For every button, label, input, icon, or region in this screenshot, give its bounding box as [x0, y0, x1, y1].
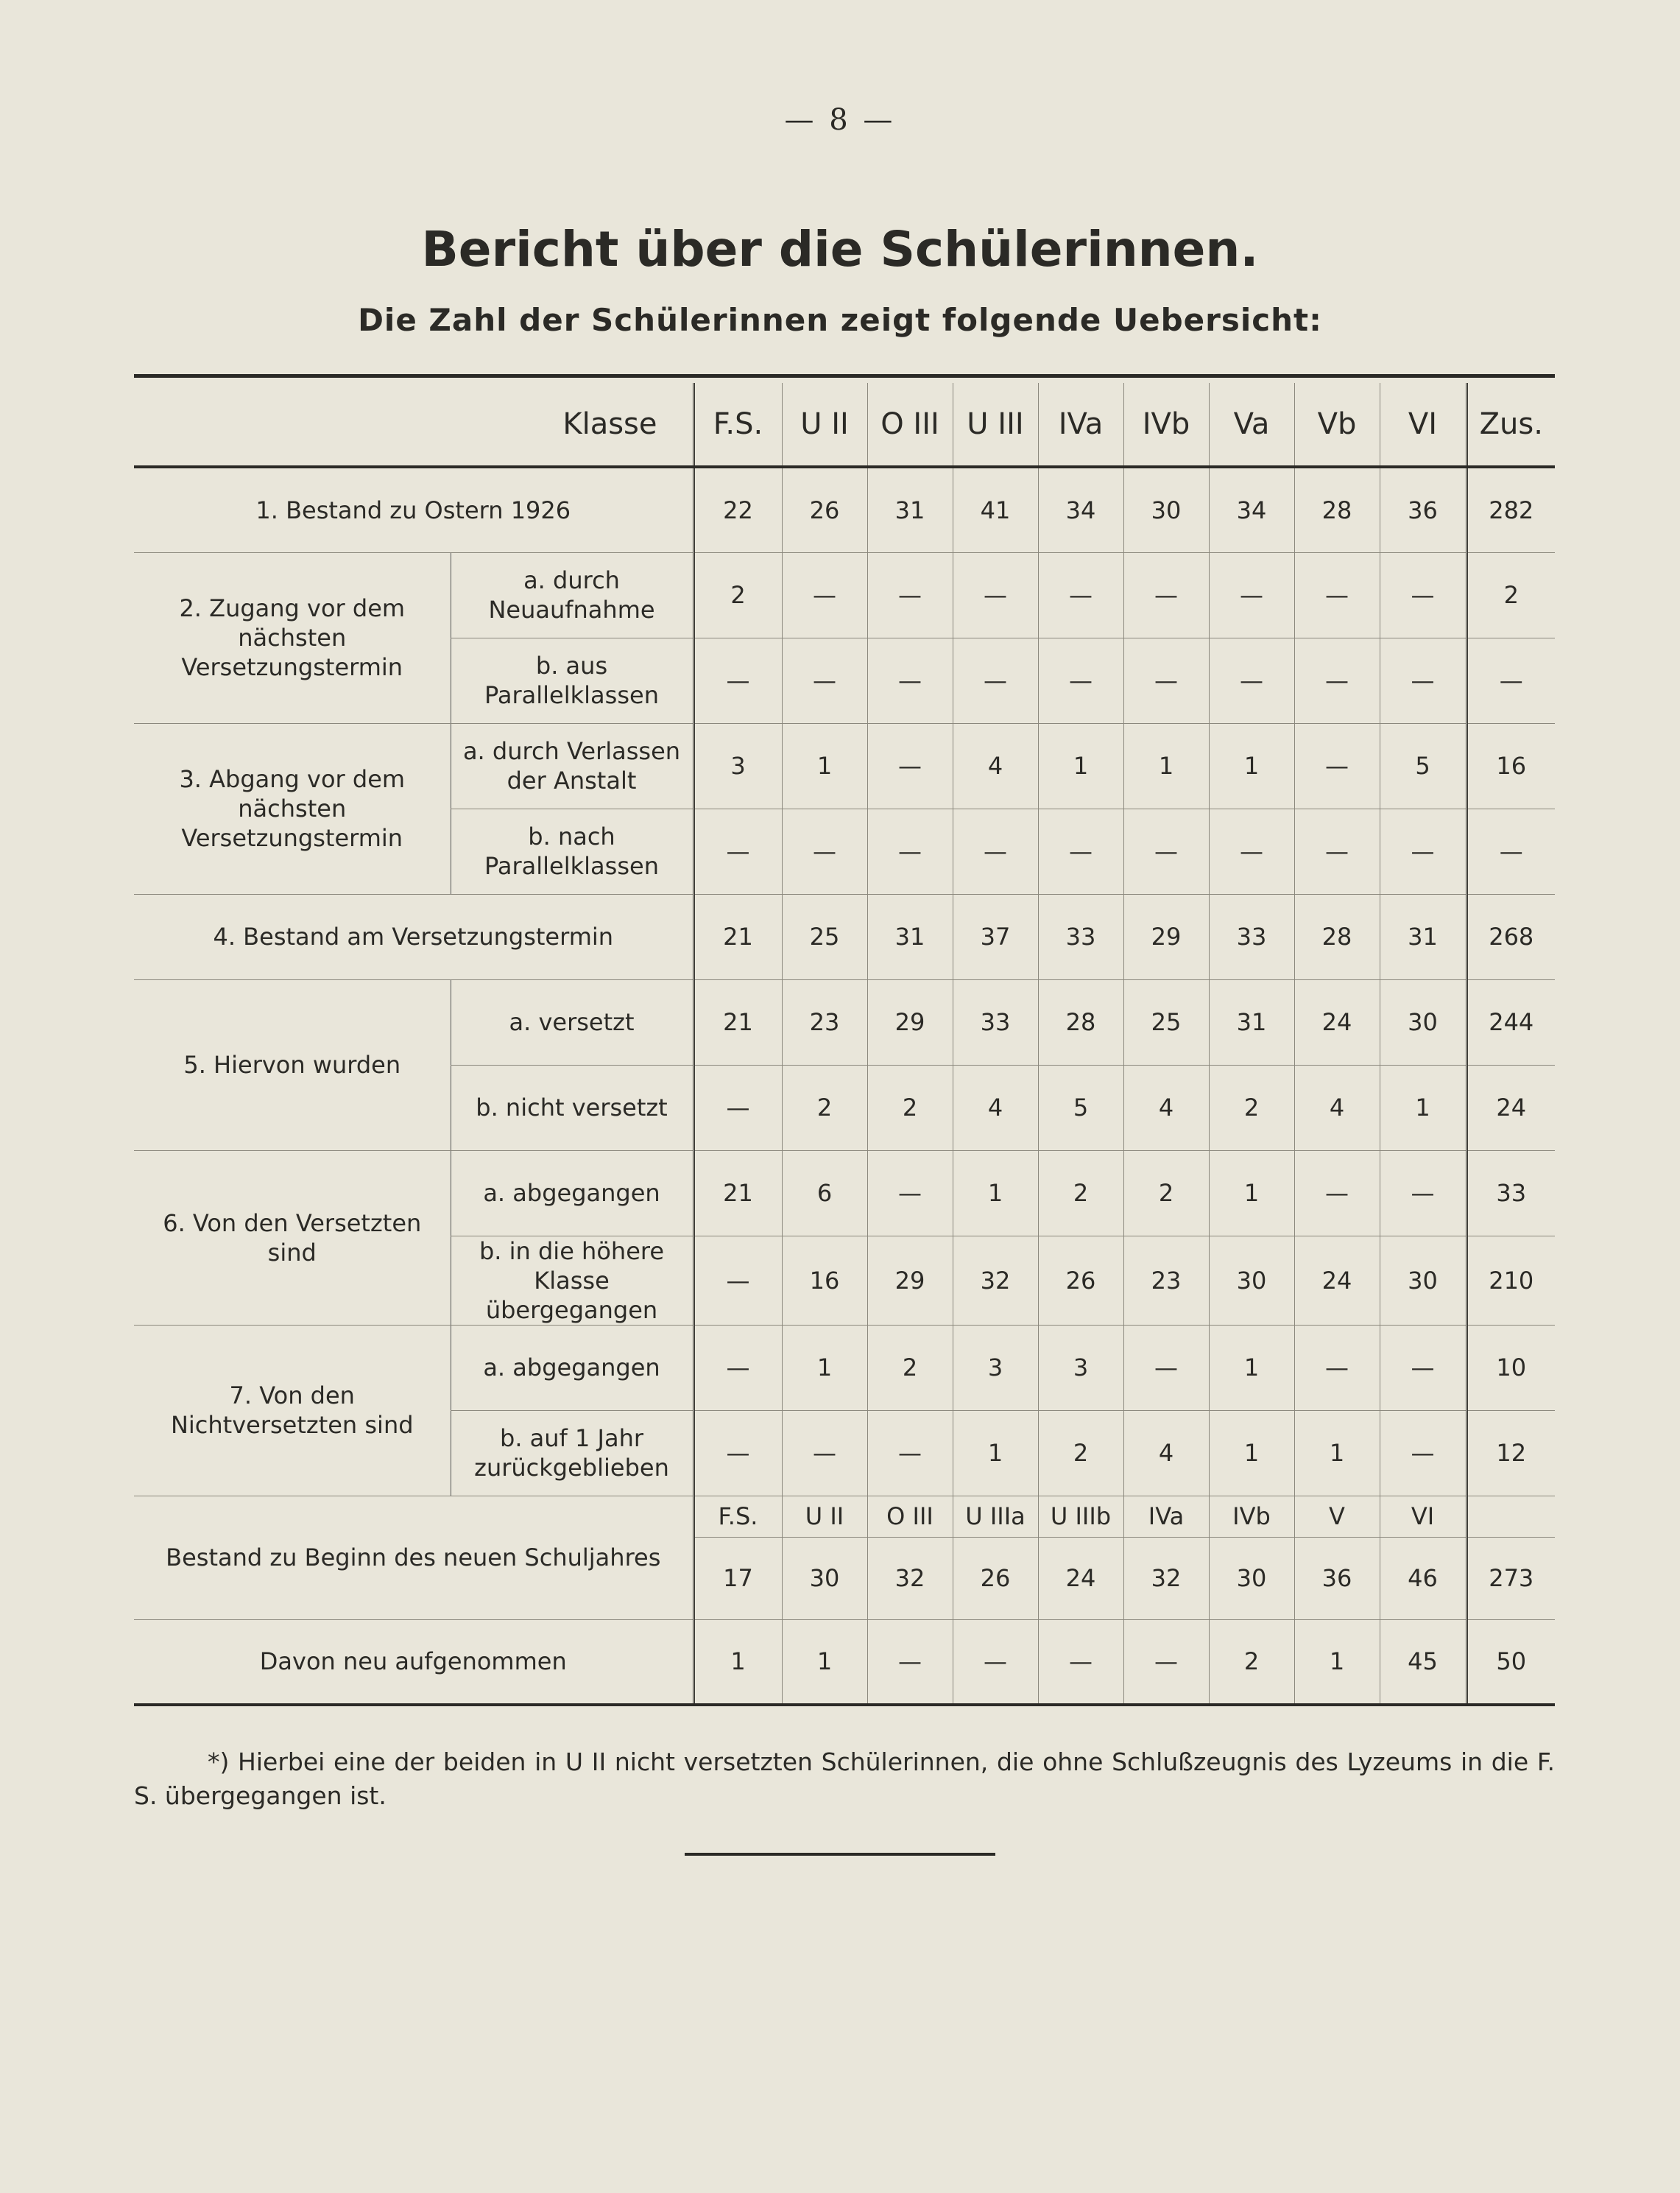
- cell: 24: [1294, 979, 1380, 1065]
- cell: 30: [1123, 467, 1209, 552]
- cell-total: 244: [1467, 979, 1555, 1065]
- cell: —: [1123, 638, 1209, 723]
- cell: 1: [782, 723, 867, 809]
- cell: 32: [867, 1537, 953, 1619]
- cell: 5: [1038, 1065, 1123, 1150]
- cell: 4: [953, 723, 1038, 809]
- cell: 46: [1380, 1537, 1467, 1619]
- row-group-label: 6. Von den Versetzten sind: [134, 1150, 451, 1325]
- cell-total: 50: [1467, 1619, 1555, 1705]
- row-label: Davon neu aufgenommen: [134, 1619, 693, 1705]
- cell: —: [693, 1065, 782, 1150]
- cell: 1: [1209, 723, 1294, 809]
- cell: 1: [1209, 1325, 1294, 1410]
- cell: 1: [1038, 723, 1123, 809]
- col-header: V: [1294, 1496, 1380, 1537]
- cell-total: 2: [1467, 552, 1555, 638]
- table-row: [134, 1150, 1555, 1236]
- col-header: IVa: [1123, 1496, 1209, 1537]
- cell-total: 16: [1467, 723, 1555, 809]
- student-report-table: [134, 383, 1555, 1706]
- closing-rule: [685, 1853, 995, 1856]
- cell: —: [867, 1410, 953, 1496]
- page-subtitle: Die Zahl der Schülerinnen zeigt folgende Uebersicht:: [358, 302, 1322, 338]
- cell: 22: [693, 467, 782, 552]
- cell: —: [867, 1150, 953, 1236]
- cell: —: [693, 1325, 782, 1410]
- cell: —: [693, 809, 782, 894]
- cell: —: [867, 552, 953, 638]
- col-header: IVb: [1209, 1496, 1294, 1537]
- row-sub-label: b. aus Parallelklassen: [451, 638, 693, 723]
- cell: —: [953, 638, 1038, 723]
- cell: —: [1380, 809, 1467, 894]
- cell: 29: [1123, 894, 1209, 979]
- row-sub-label: a. durch Neuaufnahme: [451, 552, 693, 638]
- cell: 2: [1209, 1619, 1294, 1705]
- cell: 31: [867, 467, 953, 552]
- cell: 1: [693, 1619, 782, 1705]
- cell: 1: [953, 1150, 1038, 1236]
- cell: 26: [782, 467, 867, 552]
- cell: 1: [1294, 1619, 1380, 1705]
- cell: 1: [1123, 723, 1209, 809]
- page-number: — 8 —: [784, 103, 896, 137]
- cell: —: [1123, 809, 1209, 894]
- cell: 28: [1294, 467, 1380, 552]
- table-row: [134, 1496, 1555, 1537]
- cell: 34: [1038, 467, 1123, 552]
- col-header: VI: [1380, 1496, 1467, 1537]
- cell-total: —: [1467, 809, 1555, 894]
- cell: 1: [1209, 1410, 1294, 1496]
- cell: 36: [1380, 467, 1467, 552]
- table-row: [134, 552, 1555, 638]
- cell: 25: [782, 894, 867, 979]
- cell: 36: [1294, 1537, 1380, 1619]
- cell: 3: [953, 1325, 1038, 1410]
- cell: 29: [867, 979, 953, 1065]
- col-header: IVb: [1123, 383, 1209, 467]
- empty-cell: [1467, 1496, 1555, 1537]
- cell: 2: [867, 1325, 953, 1410]
- row-label: 1. Bestand zu Ostern 1926: [134, 467, 693, 552]
- cell: 4: [1294, 1065, 1380, 1150]
- cell: 2: [782, 1065, 867, 1150]
- cell: 1: [1380, 1065, 1467, 1150]
- cell: —: [782, 638, 867, 723]
- col-header: F.S.: [693, 1496, 782, 1537]
- cell: —: [953, 1619, 1038, 1705]
- cell: 24: [1294, 1236, 1380, 1325]
- row-sub-label: b. nicht versetzt: [451, 1065, 693, 1150]
- cell: —: [1038, 1619, 1123, 1705]
- col-header: U IIIa: [953, 1496, 1038, 1537]
- cell: —: [1294, 809, 1380, 894]
- cell: —: [1294, 552, 1380, 638]
- cell: —: [1209, 638, 1294, 723]
- cell: 4: [953, 1065, 1038, 1150]
- cell: 4: [1123, 1410, 1209, 1496]
- cell: 21: [693, 979, 782, 1065]
- cell: 25: [1123, 979, 1209, 1065]
- cell: —: [782, 809, 867, 894]
- row-label: Bestand zu Beginn des neuen Schuljahres: [134, 1496, 693, 1619]
- cell-total: 210: [1467, 1236, 1555, 1325]
- cell: —: [1380, 1325, 1467, 1410]
- row-sub-label: b. nach Parallelklassen: [451, 809, 693, 894]
- cell: 30: [1380, 979, 1467, 1065]
- cell: 30: [782, 1537, 867, 1619]
- cell: —: [1380, 1150, 1467, 1236]
- cell-total: 268: [1467, 894, 1555, 979]
- table-row: [134, 723, 1555, 809]
- row-sub-label: a. durch Verlassen der Anstalt: [451, 723, 693, 809]
- cell: 41: [953, 467, 1038, 552]
- cell: 31: [1209, 979, 1294, 1065]
- cell: —: [953, 552, 1038, 638]
- cell: —: [1380, 638, 1467, 723]
- cell: 33: [953, 979, 1038, 1065]
- cell: 6: [782, 1150, 867, 1236]
- cell: —: [1123, 1325, 1209, 1410]
- cell: —: [1380, 1410, 1467, 1496]
- col-header: U III: [953, 383, 1038, 467]
- footnote: [134, 1745, 1555, 1812]
- cell: —: [1294, 638, 1380, 723]
- row-group-label: 7. Von den Nichtversetzten sind: [134, 1325, 451, 1496]
- table-row: [134, 1325, 1555, 1410]
- cell: —: [953, 809, 1038, 894]
- cell: —: [1123, 552, 1209, 638]
- cell: 2: [1209, 1065, 1294, 1150]
- cell: 23: [1123, 1236, 1209, 1325]
- cell: 23: [782, 979, 867, 1065]
- cell-total: 10: [1467, 1325, 1555, 1410]
- cell: —: [1294, 723, 1380, 809]
- cell: —: [1209, 809, 1294, 894]
- row-sub-label: a. versetzt: [451, 979, 693, 1065]
- cell: 30: [1209, 1236, 1294, 1325]
- col-header: Va: [1209, 383, 1294, 467]
- page-title: Bericht über die Schülerinnen.: [421, 221, 1259, 278]
- cell: 1: [1294, 1410, 1380, 1496]
- table-row: [134, 1619, 1555, 1705]
- col-header: F.S.: [693, 383, 782, 467]
- cell: 31: [867, 894, 953, 979]
- row-sub-label: b. auf 1 Jahr zurückgeblieben: [451, 1410, 693, 1496]
- row-group-label: 5. Hiervon wurden: [134, 979, 451, 1150]
- cell: —: [1209, 552, 1294, 638]
- cell: 2: [1123, 1150, 1209, 1236]
- cell: 1: [953, 1410, 1038, 1496]
- cell-total: 12: [1467, 1410, 1555, 1496]
- cell: 4: [1123, 1065, 1209, 1150]
- cell: 45: [1380, 1619, 1467, 1705]
- cell: 30: [1380, 1236, 1467, 1325]
- cell: —: [867, 638, 953, 723]
- cell: 30: [1209, 1537, 1294, 1619]
- header-row: [134, 383, 1555, 467]
- cell: 1: [782, 1325, 867, 1410]
- cell: 2: [1038, 1150, 1123, 1236]
- cell: 33: [1209, 894, 1294, 979]
- cell: —: [693, 638, 782, 723]
- cell: —: [782, 1410, 867, 1496]
- cell: 32: [953, 1236, 1038, 1325]
- col-header-total: Zus.: [1467, 383, 1555, 467]
- cell: 26: [953, 1537, 1038, 1619]
- cell: —: [1123, 1619, 1209, 1705]
- cell: 29: [867, 1236, 953, 1325]
- cell-total: 24: [1467, 1065, 1555, 1150]
- cell: —: [867, 1619, 953, 1705]
- row-label: 4. Bestand am Versetzungstermin: [134, 894, 693, 979]
- row-group-label: 2. Zugang vor dem nächsten Versetzungstermin: [134, 552, 451, 723]
- cell: 34: [1209, 467, 1294, 552]
- cell: 2: [867, 1065, 953, 1150]
- cell: 24: [1038, 1537, 1123, 1619]
- cell-total: 273: [1467, 1537, 1555, 1619]
- cell: 2: [1038, 1410, 1123, 1496]
- cell-total: 33: [1467, 1150, 1555, 1236]
- col-header: U II: [782, 1496, 867, 1537]
- col-header: O III: [867, 383, 953, 467]
- cell: 32: [1123, 1537, 1209, 1619]
- cell-total: 282: [1467, 467, 1555, 552]
- cell: 17: [693, 1537, 782, 1619]
- cell-total: —: [1467, 638, 1555, 723]
- cell: 37: [953, 894, 1038, 979]
- table-row: [134, 467, 1555, 552]
- cell: 21: [693, 894, 782, 979]
- cell: 5: [1380, 723, 1467, 809]
- footnote-text: *) Hierbei eine der beiden in U II nicht versetzten Schülerinnen, die ohne Schlußzeugnis des Lyzeums in die F. S. übergegangen ist.: [134, 1747, 1555, 1810]
- cell: 26: [1038, 1236, 1123, 1325]
- row-sub-label: b. in die höhere Klasse übergegangen: [451, 1236, 693, 1325]
- row-sub-label: a. abgegangen: [451, 1150, 693, 1236]
- cell: —: [1038, 638, 1123, 723]
- table-top-rule: [134, 374, 1555, 378]
- cell: —: [693, 1236, 782, 1325]
- col-header: IVa: [1038, 383, 1123, 467]
- cell: 21: [693, 1150, 782, 1236]
- col-header: Vb: [1294, 383, 1380, 467]
- cell: —: [867, 723, 953, 809]
- header-label: Klasse: [134, 383, 693, 467]
- cell: —: [1038, 552, 1123, 638]
- table-row: [134, 894, 1555, 979]
- row-group-label: 3. Abgang vor dem nächsten Versetzungstermin: [134, 723, 451, 894]
- table-row: [134, 979, 1555, 1065]
- cell: —: [1294, 1150, 1380, 1236]
- cell: —: [867, 809, 953, 894]
- cell: 1: [1209, 1150, 1294, 1236]
- col-header: U II: [782, 383, 867, 467]
- cell: 2: [693, 552, 782, 638]
- cell: —: [1038, 809, 1123, 894]
- cell: 16: [782, 1236, 867, 1325]
- cell: 1: [782, 1619, 867, 1705]
- cell: —: [693, 1410, 782, 1496]
- cell: 28: [1038, 979, 1123, 1065]
- cell: 33: [1038, 894, 1123, 979]
- col-header: VI: [1380, 383, 1467, 467]
- col-header: U IIIb: [1038, 1496, 1123, 1537]
- cell: —: [782, 552, 867, 638]
- col-header: O III: [867, 1496, 953, 1537]
- cell: 3: [1038, 1325, 1123, 1410]
- row-sub-label: a. abgegangen: [451, 1325, 693, 1410]
- cell: 3: [693, 723, 782, 809]
- cell: —: [1380, 552, 1467, 638]
- cell: 28: [1294, 894, 1380, 979]
- cell: —: [1294, 1325, 1380, 1410]
- cell: 31: [1380, 894, 1467, 979]
